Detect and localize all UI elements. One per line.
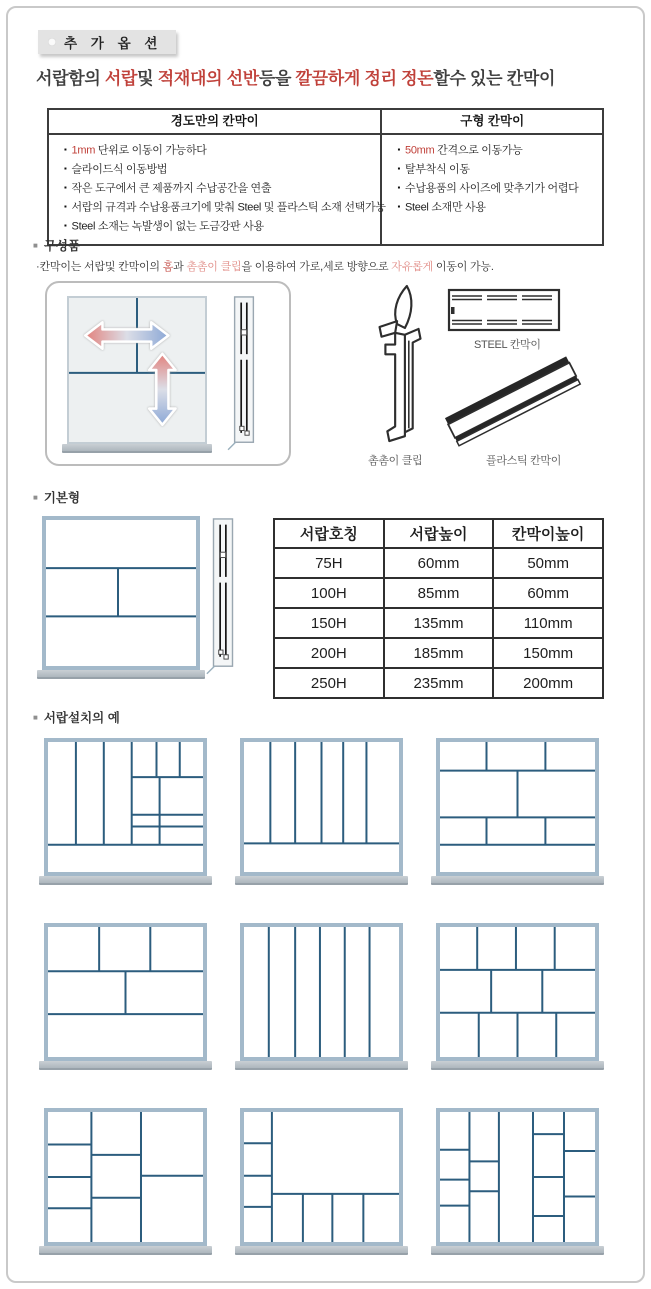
divider-layout [440, 927, 595, 1057]
text-part: 할수 있는 칸막이 [433, 69, 556, 88]
spec-cell: 135mm [384, 608, 494, 638]
square-bullet-icon: ▪ [64, 202, 67, 211]
comparison-list-new [49, 135, 386, 244]
spec-cell: 100H [274, 578, 384, 608]
drawer-base [235, 876, 408, 885]
drawer-frame [436, 738, 599, 876]
square-bullet-icon: ▪ [64, 145, 67, 154]
drawer-frame [44, 738, 207, 876]
text-part: ·칸막이는 서랍및 칸막이의 [36, 261, 163, 273]
text-part: Steel 소재만 사용 [405, 201, 486, 214]
section-heading-basic [33, 488, 80, 506]
square-bullet-icon: ▪ [397, 202, 400, 211]
steel-divider-label: STEEL 칸막이 [474, 339, 541, 351]
divider-layout [48, 1112, 203, 1242]
drawer-frame [44, 1108, 207, 1246]
drawer-example-5 [240, 923, 403, 1070]
drawer-base [39, 1061, 212, 1070]
comparison-header-old: 구형 칸막이 [382, 110, 602, 135]
spec-cell: 110mm [493, 608, 603, 638]
spec-cell: 50mm [493, 548, 603, 578]
divider-layout [440, 742, 595, 872]
comparison-table [47, 108, 604, 246]
spec-col-header: 서랍높이 [384, 519, 494, 548]
section-badge [38, 30, 176, 54]
comparison-column-new [49, 110, 386, 244]
text-part: 단위로 이동이 가능하다 [95, 144, 207, 157]
square-bullet-icon: ▪ [397, 145, 400, 154]
drawer-base [39, 876, 212, 885]
text-part: 깔끔하게 정리 정돈 [295, 69, 434, 88]
drawer-example-1 [44, 738, 207, 885]
text-part: 을 이용하여 가로,세로 방향으로 [241, 261, 392, 273]
drawer-base [431, 1061, 604, 1070]
clip-label: 촘촘이 클립 [368, 455, 423, 467]
drawer-basic-diagram [42, 516, 200, 679]
feature-item [397, 141, 598, 160]
text-part: 간격으로 이동가능 [434, 144, 523, 157]
comparison-header-new: 경도만의 칸막이 [49, 110, 380, 135]
drawer-base [431, 1246, 604, 1255]
movement-diagram-box [45, 281, 291, 466]
divider-layout [440, 1112, 595, 1242]
divider-layout [244, 742, 399, 872]
text-part: 서랍의 규격과 수납용품크기에 맞춰 Steel 및 플라스틱 소재 선택가능 [71, 201, 386, 214]
spec-cell: 200mm [493, 668, 603, 698]
square-bullet-icon: ■ [33, 713, 38, 722]
spec-cell: 200H [274, 638, 384, 668]
divider-layout [46, 520, 196, 666]
feature-item [64, 198, 386, 217]
text-part: 이동이 가능. [433, 261, 494, 273]
square-bullet-icon: ▪ [397, 183, 400, 192]
section-heading-examples [33, 708, 120, 726]
drawer-example-6 [436, 923, 599, 1070]
text-part: 과 [173, 261, 187, 273]
text-part: 서랍 [104, 69, 138, 88]
comparison-list-old [382, 135, 602, 225]
drawer-base [431, 876, 604, 885]
square-bullet-icon: ▪ [64, 164, 67, 173]
drawer-base [39, 1246, 212, 1255]
spec-cell: 75H [274, 548, 384, 578]
drawer-frame [42, 516, 200, 670]
text-part: 및 [137, 69, 158, 88]
page-title [36, 64, 555, 89]
drawer-base [235, 1061, 408, 1070]
spec-cell: 60mm [384, 548, 494, 578]
spec-cell: 185mm [384, 638, 494, 668]
spec-cell: 60mm [493, 578, 603, 608]
divider-profile-strip [233, 296, 255, 446]
section-heading-components [33, 236, 80, 254]
drawer-frame [240, 738, 403, 876]
text-part: 등을 [258, 69, 296, 88]
drawer-example-9 [436, 1108, 599, 1255]
text-part: Steel 소재는 녹발생이 없는 도금강판 사용 [71, 220, 264, 233]
section-heading-label: 기본형 [43, 491, 81, 505]
drawer-frame [240, 923, 403, 1061]
spec-cell: 150mm [493, 638, 603, 668]
drawer-base [235, 1246, 408, 1255]
drawer-base [62, 444, 212, 453]
drawer-examples-grid [44, 738, 599, 1255]
steel-divider-drawing [447, 287, 561, 333]
feature-item [64, 141, 376, 160]
table-row [274, 548, 603, 578]
drawer-topview-diagram [67, 296, 207, 453]
drawer-frame [436, 1108, 599, 1246]
divider-layout [48, 742, 203, 872]
table-row [274, 608, 603, 638]
clip-drawing [362, 282, 440, 448]
feature-item [64, 217, 376, 236]
text-part: 1mm [71, 144, 96, 157]
spec-cell: 235mm [384, 668, 494, 698]
text-part: 탈부착식 이동 [405, 163, 470, 176]
section-heading-label: 서랍설치의 예 [43, 711, 120, 725]
badge-bullet-icon [48, 38, 56, 46]
spec-col-header: 칸막이높이 [493, 519, 603, 548]
section-heading-label: 구성품 [43, 239, 81, 253]
text-part: 작은 도구에서 큰 제품까지 수납공간을 연출 [71, 182, 272, 195]
badge-label: 추 가 옵 션 [64, 36, 163, 51]
text-part: 슬라이드식 이동방법 [71, 163, 168, 176]
divider-layout [48, 927, 203, 1057]
plastic-divider-label: 플라스틱 칸막이 [486, 455, 562, 467]
feature-item [64, 179, 376, 198]
square-bullet-icon: ■ [33, 241, 38, 250]
feature-item [397, 160, 598, 179]
feature-item [397, 198, 598, 217]
square-bullet-icon: ▪ [397, 164, 400, 173]
drawer-frame [67, 296, 207, 444]
drawer-frame [44, 923, 207, 1061]
drawer-example-4 [44, 923, 207, 1070]
divider-profile-strip [212, 518, 234, 670]
square-bullet-icon: ■ [33, 493, 38, 502]
square-bullet-icon: ▪ [64, 183, 67, 192]
spec-col-header: 서랍호칭 [274, 519, 384, 548]
drawer-frame [436, 923, 599, 1061]
plastic-divider-drawing [455, 346, 567, 450]
spec-cell: 150H [274, 608, 384, 638]
text-part: 촘촘이 클립 [186, 261, 242, 273]
drawer-example-2 [240, 738, 403, 885]
drawer-example-7 [44, 1108, 207, 1255]
size-spec-table [273, 518, 604, 699]
text-part: 홈 [162, 261, 174, 273]
table-row [274, 638, 603, 668]
components-description [36, 258, 494, 274]
square-bullet-icon: ▪ [64, 221, 67, 230]
comparison-column-old [382, 110, 602, 244]
divider-layout [244, 927, 399, 1057]
text-part: 수납용품의 사이즈에 맞추기가 어렵다 [405, 182, 579, 195]
spec-cell: 85mm [384, 578, 494, 608]
table-row [274, 668, 603, 698]
drawer-frame [240, 1108, 403, 1246]
feature-item [397, 179, 598, 198]
text-part: 서랍함의 [36, 69, 105, 88]
drawer-example-8 [240, 1108, 403, 1255]
text-part: 적재대의 선반 [157, 69, 259, 88]
table-row [274, 578, 603, 608]
text-part: 자유롭게 [391, 261, 433, 273]
feature-item [64, 160, 376, 179]
spec-cell: 250H [274, 668, 384, 698]
divider-layout [244, 1112, 399, 1242]
move-direction-arrows-icon [69, 298, 205, 442]
drawer-example-3 [436, 738, 599, 885]
text-part: 50mm [405, 144, 435, 157]
drawer-base [37, 670, 205, 679]
